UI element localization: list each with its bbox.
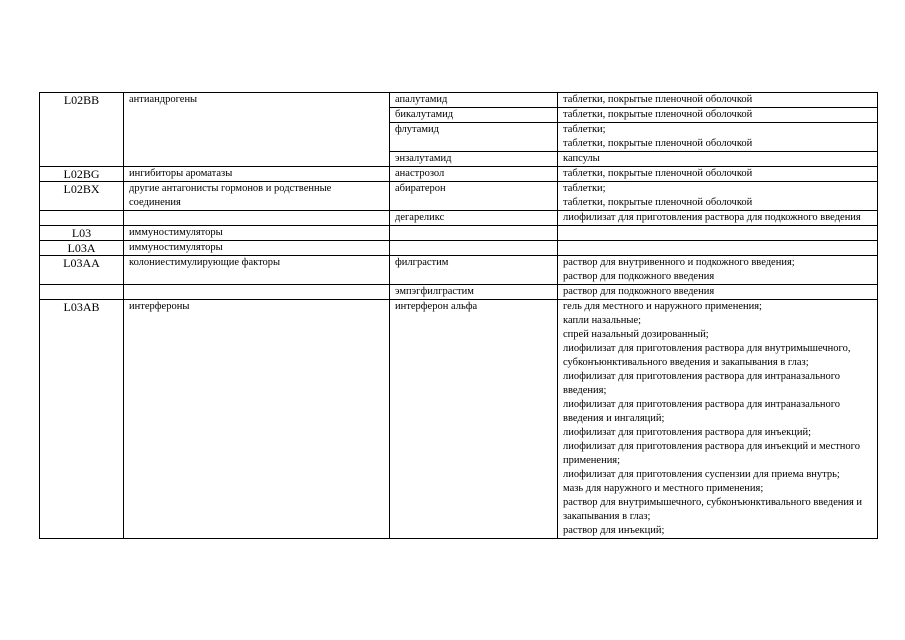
table-row [40,93,878,108]
atc-code [40,211,124,226]
drug-name: дегареликс [390,211,558,226]
group-name: ингибиторы ароматазы [124,167,390,182]
drug-name: флутамид [390,123,558,152]
atc-code: L03A [40,241,124,256]
group-name [124,211,390,226]
dosage-form: гель для местного и наружного применения; капли назальные; спрей назальный дозированный; лиофилизат для приготовления раствора для внутримышечного, субконъюнктивального введения и закапывания в глаз; лиофилизат для приготовления раствора для интраназального введения; лиофилизат для приготовления раствора для интраназального введения и ингаляций; лиофилизат для приготовления раствора для инъекций; лиофилизат для приготовления раствора для инъекций и местного применения; лиофилизат для приготовления суспензии для приема внутрь; мазь для наружного и местного применения; раствор для внутримышечного, субконъюнктивального введения и закапывания в глаз; раствор для инъекций; [558,300,878,539]
table-row [40,182,878,211]
table-row [40,300,878,539]
drug-name: интерферон альфа [390,300,558,539]
dosage-form: раствор для внутривенного и подкожного введения; раствор для подкожного введения [558,256,878,285]
dosage-form: таблетки; таблетки, покрытые пленочной оболочкой [558,123,878,152]
atc-code: L02BB [40,93,124,167]
table-row [40,211,878,226]
table-row [40,167,878,182]
dosage-form: капсулы [558,152,878,167]
group-name [124,285,390,300]
group-name: колониестимулирующие факторы [124,256,390,285]
drug-table [39,92,878,539]
drug-name: энзалутамид [390,152,558,167]
atc-code: L03AA [40,256,124,285]
table-row [40,241,878,256]
atc-code: L02BG [40,167,124,182]
drug-name [390,226,558,241]
dosage-form: таблетки; таблетки, покрытые пленочной оболочкой [558,182,878,211]
dosage-form: лиофилизат для приготовления раствора для подкожного введения [558,211,878,226]
dosage-form [558,241,878,256]
dosage-form [558,226,878,241]
drug-name: абиратерон [390,182,558,211]
group-name: антиандрогены [124,93,390,167]
drug-name: филграстим [390,256,558,285]
drug-name: апалутамид [390,93,558,108]
group-name: иммуностимуляторы [124,241,390,256]
drug-name: анастрозол [390,167,558,182]
dosage-form: таблетки, покрытые пленочной оболочкой [558,167,878,182]
atc-code: L03AB [40,300,124,539]
table-row [40,285,878,300]
drug-name: эмпэгфилграстим [390,285,558,300]
group-name: другие антагонисты гормонов и родственные соединения [124,182,390,211]
group-name: иммуностимуляторы [124,226,390,241]
drug-name [390,241,558,256]
dosage-form: раствор для подкожного введения [558,285,878,300]
table-row [40,256,878,285]
dosage-form: таблетки, покрытые пленочной оболочкой [558,93,878,108]
drug-name: бикалутамид [390,108,558,123]
atc-code: L02BX [40,182,124,211]
atc-code: L03 [40,226,124,241]
dosage-form: таблетки, покрытые пленочной оболочкой [558,108,878,123]
table-row [40,226,878,241]
group-name: интерфероны [124,300,390,539]
atc-code [40,285,124,300]
